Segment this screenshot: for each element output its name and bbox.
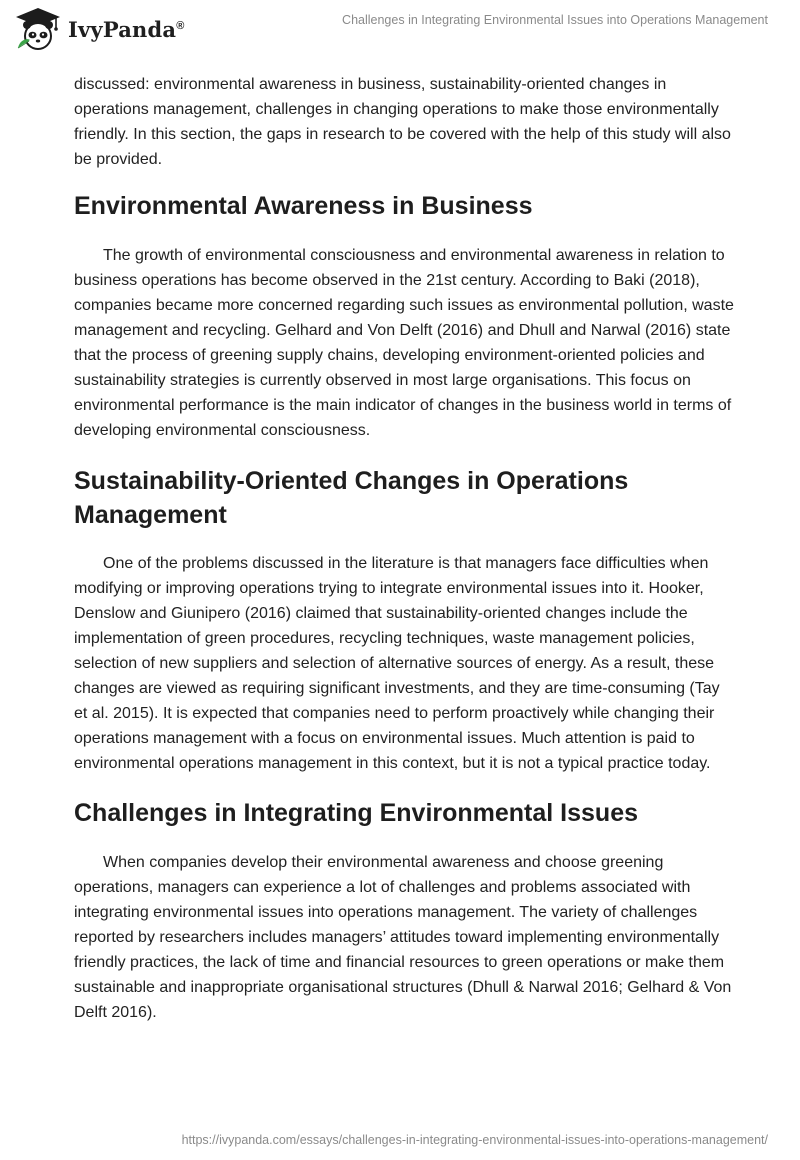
- page-header: [0, 0, 800, 70]
- intro-paragraph: discussed: environmental awareness in business, sustainability-oriented changes in operations management, challenges in changing operations to make those environmentally friendly. In this section, the gaps in research to be covered with the help of this study will also be provided.: [74, 76, 731, 168]
- panda-graduate-icon: [14, 6, 62, 52]
- section-heading-environmental-awareness: Environmental Awareness in Business: [74, 192, 533, 220]
- logo-wordmark: IvyPanda®: [68, 16, 185, 42]
- section-paragraph-integration-challenges: When companies develop their environmental awareness and choose greening operations, managers can experience a lot of challenges and problems associated with integrating environmental issues into operations management. The variety of challenges reported by researchers includes managers’ attitudes toward implementing environmentally friendly practices, the lack of time and financial resources to green operations or make them sustainable and inappropriate organisational structures (Dhull & Narwal 2016; Gelhard & Von Delft 2016).: [74, 854, 732, 1021]
- section-paragraph-environmental-awareness: The growth of environmental consciousness and environmental awareness in relation to business operations has become observed in the 21st century. According to Baki (2018), companies became more concerned regarding such issues as environmental pollution, waste management and recycling. Gelhard and Von Delft (2016) and Dhull and Narwal (2016) state that the process of greening supply chains, developing environment-oriented policies and sustainability strategies is currently observed in most large organisations. This focus on environmental performance is the main indicator of changes in the business world in terms of developing environmental consciousness.: [74, 247, 734, 439]
- source-url[interactable]: https://ivypanda.com/essays/challenges-in-integrating-environmental-issues-into-operations-management/: [181, 1133, 768, 1147]
- section-heading-integration-challenges: Challenges in Integrating Environmental Issues: [74, 799, 639, 827]
- essay-body: [74, 72, 734, 1025]
- registered-mark: ®: [176, 19, 185, 32]
- section-heading-sustainability-changes: Sustainability-Oriented Changes in Operations Management: [74, 467, 629, 529]
- section-paragraph-sustainability-changes: One of the problems discussed in the literature is that managers face difficulties when modifying or improving operations trying to integrate environmental issues into it. Hooker, Denslow and Giunipero (2016) claimed that sustainability-oriented changes include the implementation of green procedures, recycling techniques, waste management policies, selection of new suppliers and selection of alternative sources of energy. As a result, these changes are viewed as requiring significant investments, and they are time-consuming (Tay et al. 2015). It is expected that companies need to perform proactively while changing their operations management with a focus on environmental issues. Much attention is paid to environmental operations management in this context, but it is not a typical practice today.: [74, 555, 720, 772]
- document-title: Challenges in Integrating Environmental Issues into Operations Management: [342, 13, 768, 27]
- ivypanda-logo[interactable]: [14, 6, 185, 52]
